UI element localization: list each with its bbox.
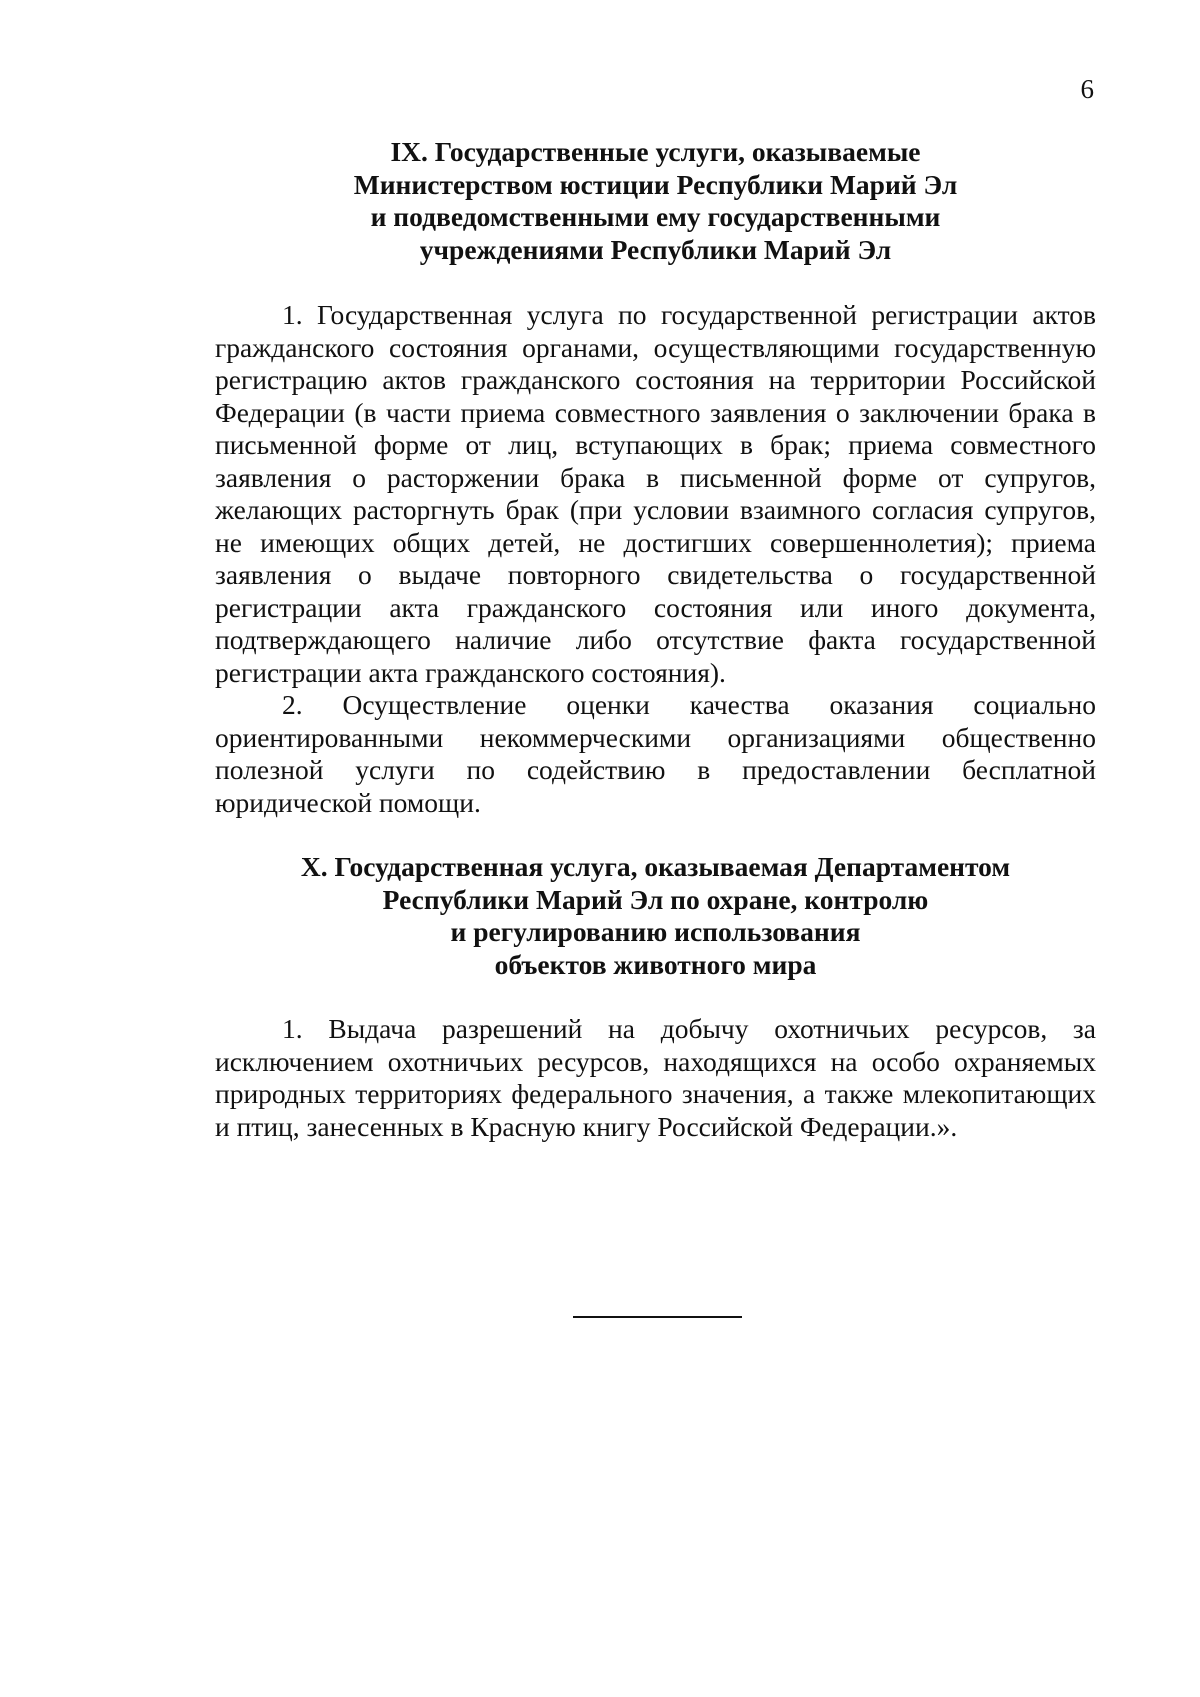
heading-line: и подведомственными ему государственными — [370, 201, 941, 232]
section-heading-x — [215, 851, 1096, 981]
heading-line: учреждениями Республики Марий Эл — [419, 233, 892, 265]
heading-line: Министерством юстиции Республики Марий Эл — [353, 168, 958, 200]
heading-line: Республики Марий Эл по охране, контролю — [382, 883, 929, 915]
heading-line: IX. Государственные услуги, оказываемые — [390, 136, 921, 167]
page-number: 6 — [1080, 74, 1094, 104]
heading-line: X. Государственная услуга, оказываемая Департаментом — [300, 851, 1011, 882]
section-x-item-1: 1. Выдача разрешений на добычу охотничьих ресурсов, за исключением охотничьих ресурсов, находящихся на особо охраняемых природных территориях федерального значения, а также млекопитающих и птиц, занесенных в Красную книгу Российской Федерации.». — [215, 1013, 1096, 1142]
document-end-rule — [573, 1316, 742, 1318]
document-body — [215, 136, 1096, 1143]
section-ix-item-2: 2. Осуществление оценки качества оказания социально ориентированными некоммерческими организациями общественно полезной услуги по содействию в предоставлении бесплатной юридической помощи. — [215, 689, 1096, 818]
heading-line: объектов животного мира — [494, 948, 817, 980]
section-ix-item-1: 1. Государственная услуга по государственной регистрации актов гражданского состояния органами, осуществляющими государственную регистрацию актов гражданского состояния на территории Российской Федерации (в части приема совместного заявления о заключении брака в письменной форме от лиц, вступающих в брак; приема совместного заявления о расторжении брака в письменной форме от супругов, желающих расторгнуть брак (при условии взаимного согласия супругов, не имеющих общих детей, не достигших совершеннолетия); приема заявления о выдаче повторного свидетельства о государственной регистрации акта гражданского состояния или иного документа, подтверждающего наличие либо отсутствие факта государственной регистрации акта гражданского состояния). — [215, 299, 1096, 688]
section-heading-ix — [215, 136, 1096, 266]
heading-line: и регулированию использования — [450, 916, 861, 947]
